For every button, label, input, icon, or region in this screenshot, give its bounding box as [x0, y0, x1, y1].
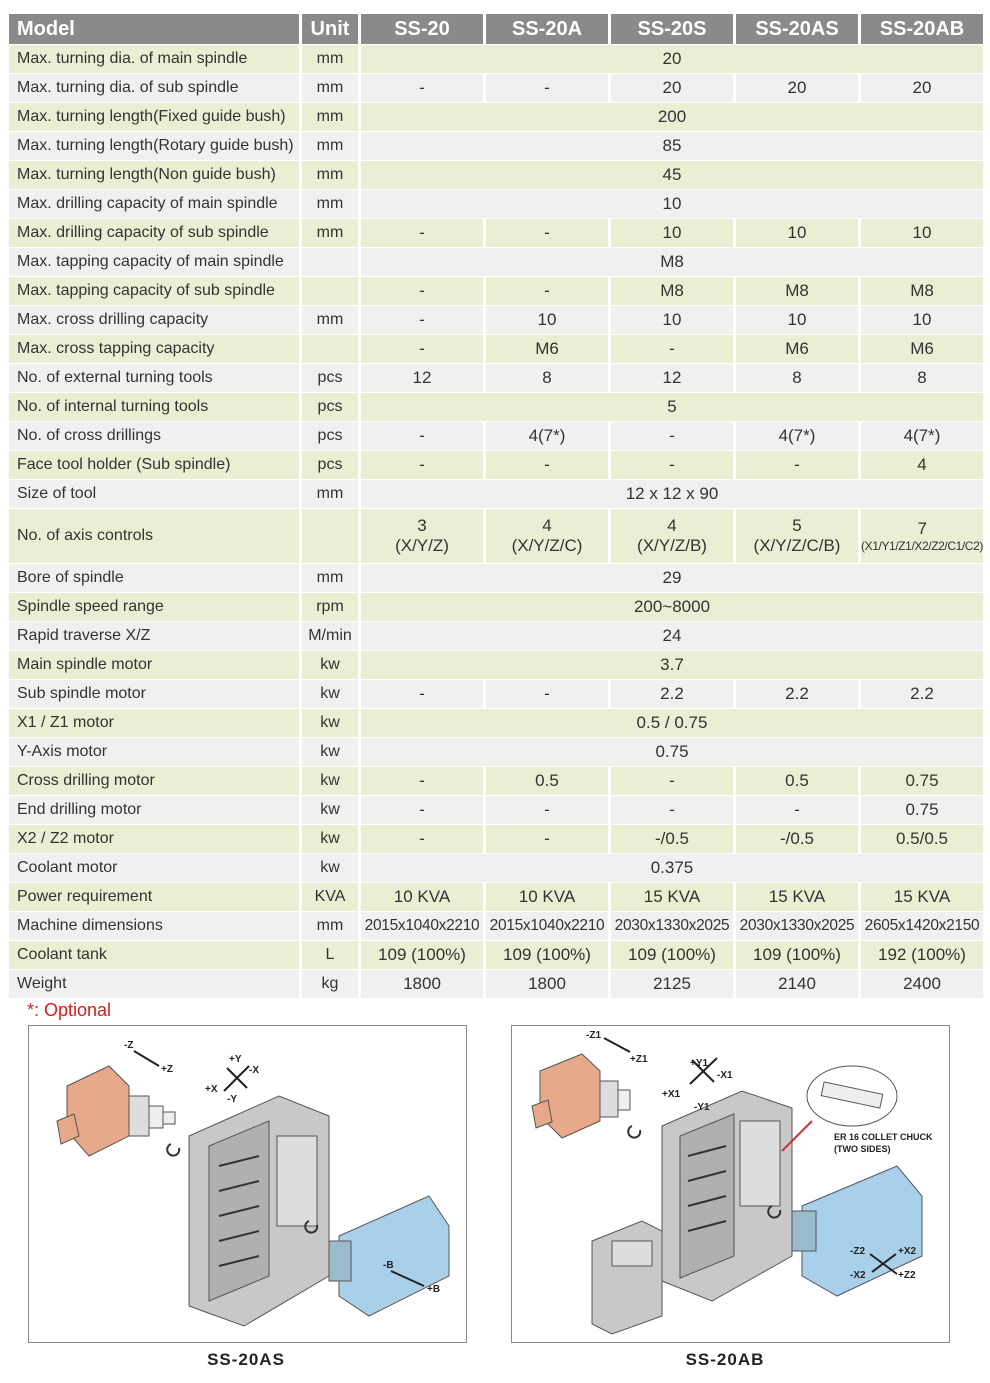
- param-label: Weight: [9, 969, 299, 998]
- optional-star: *: [27, 1000, 35, 1020]
- value-main: 3: [417, 516, 427, 535]
- value-cell: -: [486, 679, 608, 708]
- value-cell: 4(7*): [736, 421, 858, 450]
- value-cell: 2125: [611, 969, 733, 998]
- table-row: [9, 334, 983, 363]
- table-row: [9, 679, 983, 708]
- unit-cell: pcs: [302, 421, 358, 450]
- value-cell-shared: 0.5 / 0.75: [361, 708, 983, 737]
- table-row: [9, 392, 983, 421]
- value-cell: M6: [736, 334, 858, 363]
- unit-cell: kw: [302, 824, 358, 853]
- table-row: [9, 276, 983, 305]
- table-row: [9, 969, 983, 998]
- unit-cell: kg: [302, 969, 358, 998]
- value-cell: -: [361, 421, 483, 450]
- value-cell: -: [611, 450, 733, 479]
- unit-cell: mm: [302, 563, 358, 592]
- table-row: [9, 102, 983, 131]
- param-label: Bore of spindle: [9, 563, 299, 592]
- value-cell: 10: [486, 305, 608, 334]
- value-cell-shared: 0.75: [361, 737, 983, 766]
- value-cell: -: [736, 450, 858, 479]
- unit-cell: rpm: [302, 592, 358, 621]
- value-cell: -: [361, 73, 483, 102]
- unit-cell: mm: [302, 218, 358, 247]
- unit-cell: pcs: [302, 392, 358, 421]
- value-cell: 10: [611, 218, 733, 247]
- value-cell: 2.2: [736, 679, 858, 708]
- unit-cell: kw: [302, 650, 358, 679]
- table-row: [9, 911, 983, 940]
- table-row: [9, 44, 983, 73]
- unit-cell: pcs: [302, 363, 358, 392]
- value-cell: 10: [736, 305, 858, 334]
- value-cell-shared: 29: [361, 563, 983, 592]
- value-cell: M6: [486, 334, 608, 363]
- axis-label-y-plus: +Y: [229, 1054, 242, 1065]
- value-cell-shared: 5: [361, 392, 983, 421]
- value-cell: -: [611, 795, 733, 824]
- value-cell: 2400: [861, 969, 983, 998]
- caption-ss-20ab: SS-20AB: [685, 1350, 765, 1369]
- table-row: [9, 563, 983, 592]
- unit-cell: [302, 276, 358, 305]
- unit-cell: [302, 334, 358, 363]
- unit-cell: mm: [302, 131, 358, 160]
- value-cell: M8: [736, 276, 858, 305]
- value-cell: 109 (100%): [361, 940, 483, 969]
- value-cell: 0.75: [861, 766, 983, 795]
- header-ss-20s: SS-20S: [611, 14, 733, 44]
- value-cell: -: [486, 450, 608, 479]
- value-cell: -: [611, 766, 733, 795]
- table-row: [9, 421, 983, 450]
- param-label: Sub spindle motor: [9, 679, 299, 708]
- value-cell: 192 (100%): [861, 940, 983, 969]
- axis-label-z-plus: +Z: [161, 1064, 173, 1075]
- param-label: Cross drilling motor: [9, 766, 299, 795]
- value-cell: 109 (100%): [736, 940, 858, 969]
- value-cell: M8: [611, 276, 733, 305]
- axis-label-b-plus: +B: [427, 1284, 441, 1295]
- value-cell: [861, 508, 983, 563]
- table-row: [9, 940, 983, 969]
- sub-spindle-turret-icon: [329, 1196, 449, 1316]
- value-cell: -: [486, 73, 608, 102]
- value-cell: 2030x1330x2025: [736, 911, 858, 940]
- value-main: 5: [792, 516, 802, 535]
- value-cell: [486, 508, 608, 563]
- unit-cell: mm: [302, 73, 358, 102]
- unit-cell: mm: [302, 160, 358, 189]
- table-row: [9, 189, 983, 218]
- value-cell: 1800: [361, 969, 483, 998]
- unit-cell: kw: [302, 795, 358, 824]
- table-row: [9, 737, 983, 766]
- axis-label-z2-plus: +Z2: [898, 1270, 916, 1281]
- axis-label-z-minus: -Z: [124, 1040, 134, 1051]
- value-cell: -: [361, 766, 483, 795]
- value-cell: 4: [861, 450, 983, 479]
- unit-cell: L: [302, 940, 358, 969]
- spec-body: [9, 44, 983, 998]
- caption-ss-20as: SS-20AS: [207, 1350, 285, 1369]
- param-label: Max. turning length(Non guide bush): [9, 160, 299, 189]
- value-cell-shared: 200: [361, 102, 983, 131]
- value-main: 4: [667, 516, 677, 535]
- main-spindle-icon: [532, 1054, 630, 1138]
- param-label: Machine dimensions: [9, 911, 299, 940]
- header-ss-20a: SS-20A: [486, 14, 608, 44]
- table-row: [9, 766, 983, 795]
- value-cell: 15 KVA: [736, 882, 858, 911]
- unit-cell: kw: [302, 737, 358, 766]
- value-cell: 2605x1420x2150: [861, 911, 983, 940]
- header-ss-20ab: SS-20AB: [861, 14, 983, 44]
- value-cell: -/0.5: [736, 824, 858, 853]
- value-cell: -: [361, 305, 483, 334]
- callout-text-line1: ER 16 COLLET CHUCK: [834, 1132, 933, 1142]
- value-cell: M6: [861, 334, 983, 363]
- value-cell: 15 KVA: [861, 882, 983, 911]
- value-cell: 0.75: [861, 795, 983, 824]
- header-model: Model: [9, 14, 299, 44]
- table-row: [9, 508, 983, 563]
- value-cell: 4(7*): [861, 421, 983, 450]
- collet-icon: [167, 1144, 179, 1156]
- header-row: [9, 14, 983, 44]
- value-cell: 0.5: [486, 766, 608, 795]
- value-sub: (X1/Y1/Z1/X2/Z2/C1/C2): [861, 539, 983, 553]
- unit-cell: mm: [302, 305, 358, 334]
- table-row: [9, 363, 983, 392]
- value-cell: -: [361, 218, 483, 247]
- optional-note: [27, 1000, 111, 1021]
- param-label: Max. turning length(Rotary guide bush): [9, 131, 299, 160]
- param-label: Max. turning length(Fixed guide bush): [9, 102, 299, 131]
- face-tool-holder-icon: [592, 1221, 662, 1334]
- value-cell: 12: [611, 363, 733, 392]
- param-label: No. of external turning tools: [9, 363, 299, 392]
- value-cell-shared: 85: [361, 131, 983, 160]
- axis-label-z2-minus: -Z2: [850, 1246, 865, 1257]
- unit-cell: [302, 247, 358, 276]
- value-cell: 8: [486, 363, 608, 392]
- param-label: Max. cross drilling capacity: [9, 305, 299, 334]
- main-spindle-icon: [57, 1066, 175, 1156]
- value-cell-shared: 12 x 12 x 90: [361, 479, 983, 508]
- axis-label-x2-plus: +X2: [898, 1246, 917, 1257]
- value-sub: (X/Y/Z): [395, 536, 449, 555]
- value-cell: 109 (100%): [611, 940, 733, 969]
- value-cell: -: [361, 795, 483, 824]
- axis-label-z1-plus: +Z1: [630, 1054, 648, 1065]
- value-cell: 10 KVA: [361, 882, 483, 911]
- table-row: [9, 621, 983, 650]
- value-cell: 2.2: [861, 679, 983, 708]
- diagram-ss-20ab: [511, 1025, 950, 1343]
- value-cell: 10: [861, 218, 983, 247]
- value-cell: -: [736, 795, 858, 824]
- value-cell: -: [361, 334, 483, 363]
- value-cell: -: [611, 334, 733, 363]
- callout-text-line2: (TWO SIDES): [834, 1144, 891, 1154]
- value-cell: M8: [861, 276, 983, 305]
- value-cell: 2015x1040x2210: [486, 911, 608, 940]
- value-cell: [736, 508, 858, 563]
- value-cell-shared: 10: [361, 189, 983, 218]
- value-main: 7: [917, 519, 927, 538]
- table-row: [9, 131, 983, 160]
- ss-20as-illustration: [29, 1026, 466, 1342]
- unit-cell: pcs: [302, 450, 358, 479]
- value-cell: [611, 508, 733, 563]
- param-label: Max. turning dia. of sub spindle: [9, 73, 299, 102]
- value-cell: -/0.5: [611, 824, 733, 853]
- value-cell-shared: 20: [361, 44, 983, 73]
- unit-cell: mm: [302, 479, 358, 508]
- param-label: End drilling motor: [9, 795, 299, 824]
- collet-icon: [628, 1126, 640, 1138]
- param-label: Max. cross tapping capacity: [9, 334, 299, 363]
- unit-cell: mm: [302, 44, 358, 73]
- value-cell-shared: 0.375: [361, 853, 983, 882]
- table-row: [9, 824, 983, 853]
- value-cell: 15 KVA: [611, 882, 733, 911]
- axis-label-y-minus: -Y: [227, 1094, 237, 1105]
- unit-cell: kw: [302, 766, 358, 795]
- axis-label-b-minus: -B: [383, 1260, 394, 1271]
- ss-20ab-illustration: [512, 1026, 949, 1342]
- value-cell: [361, 508, 483, 563]
- param-label: Main spindle motor: [9, 650, 299, 679]
- table-row: [9, 882, 983, 911]
- param-label: Max. turning dia. of main spindle: [9, 44, 299, 73]
- axis-label-y1-minus: -Y1: [694, 1102, 710, 1113]
- value-cell: 20: [611, 73, 733, 102]
- param-label: Y-Axis motor: [9, 737, 299, 766]
- unit-cell: kw: [302, 708, 358, 737]
- optional-text: : Optional: [34, 1000, 112, 1020]
- param-label: No. of internal turning tools: [9, 392, 299, 421]
- param-label: Max. drilling capacity of sub spindle: [9, 218, 299, 247]
- value-cell: 10 KVA: [486, 882, 608, 911]
- param-label: Size of tool: [9, 479, 299, 508]
- axis-label-x2-minus: -X2: [850, 1270, 866, 1281]
- value-cell-shared: 200~8000: [361, 592, 983, 621]
- value-cell: 10: [611, 305, 733, 334]
- value-sub: (X/Y/Z/B): [637, 536, 707, 555]
- value-cell: 0.5: [736, 766, 858, 795]
- unit-cell: mm: [302, 102, 358, 131]
- value-cell-shared: 45: [361, 160, 983, 189]
- axis-label-x-plus: +X: [205, 1084, 218, 1095]
- axis-label-x1-plus: +X1: [662, 1089, 681, 1100]
- param-label: Coolant tank: [9, 940, 299, 969]
- unit-cell: mm: [302, 189, 358, 218]
- param-label: Rapid traverse X/Z: [9, 621, 299, 650]
- param-label: Face tool holder (Sub spindle): [9, 450, 299, 479]
- tool-block-icon: [189, 1096, 329, 1326]
- value-cell: 10: [861, 305, 983, 334]
- param-label: Max. drilling capacity of main spindle: [9, 189, 299, 218]
- value-cell: 0.5/0.5: [861, 824, 983, 853]
- table-row: [9, 450, 983, 479]
- value-cell: 4(7*): [486, 421, 608, 450]
- value-cell: 8: [861, 363, 983, 392]
- param-label: Max. tapping capacity of main spindle: [9, 247, 299, 276]
- value-cell: -: [486, 276, 608, 305]
- header-unit: Unit: [302, 14, 358, 44]
- value-sub: (X/Y/Z/C): [511, 536, 583, 555]
- value-cell: 2015x1040x2210: [361, 911, 483, 940]
- value-cell-shared: 3.7: [361, 650, 983, 679]
- value-cell: -: [361, 679, 483, 708]
- value-cell: 8: [736, 363, 858, 392]
- table-row: [9, 218, 983, 247]
- unit-cell: [302, 508, 358, 563]
- value-cell: 2140: [736, 969, 858, 998]
- value-cell: -: [486, 795, 608, 824]
- param-label: X2 / Z2 motor: [9, 824, 299, 853]
- unit-cell: mm: [302, 911, 358, 940]
- value-cell: -: [486, 824, 608, 853]
- value-cell: 2030x1330x2025: [611, 911, 733, 940]
- param-label: X1 / Z1 motor: [9, 708, 299, 737]
- table-row: [9, 708, 983, 737]
- unit-cell: M/min: [302, 621, 358, 650]
- param-label: No. of cross drillings: [9, 421, 299, 450]
- value-cell: -: [361, 824, 483, 853]
- value-cell-shared: M8: [361, 247, 983, 276]
- axis-label-y1-plus: +Y1: [690, 1058, 709, 1069]
- value-cell: 2.2: [611, 679, 733, 708]
- spec-table: [6, 14, 986, 998]
- param-label: Spindle speed range: [9, 592, 299, 621]
- table-row: [9, 73, 983, 102]
- table-row: [9, 305, 983, 334]
- axis-label-x-minus: -X: [249, 1065, 259, 1076]
- header-ss-20as: SS-20AS: [736, 14, 858, 44]
- value-cell: 10: [736, 218, 858, 247]
- value-cell: -: [486, 218, 608, 247]
- axis-label-x1-minus: -X1: [717, 1070, 733, 1081]
- table-row: [9, 479, 983, 508]
- param-label: No. of axis controls: [9, 508, 299, 563]
- table-row: [9, 795, 983, 824]
- value-main: 4: [542, 516, 552, 535]
- param-label: Power requirement: [9, 882, 299, 911]
- tool-block-icon: [662, 1091, 792, 1301]
- value-cell: 20: [861, 73, 983, 102]
- table-row: [9, 853, 983, 882]
- param-label: Coolant motor: [9, 853, 299, 882]
- unit-cell: kw: [302, 853, 358, 882]
- value-cell: 109 (100%): [486, 940, 608, 969]
- value-cell: 20: [736, 73, 858, 102]
- axis-label-z1-minus: -Z1: [586, 1030, 601, 1041]
- header-ss-20: SS-20: [361, 14, 483, 44]
- value-cell: -: [361, 276, 483, 305]
- table-row: [9, 592, 983, 621]
- unit-cell: kw: [302, 679, 358, 708]
- value-sub: (X/Y/Z/C/B): [753, 536, 841, 555]
- value-cell-shared: 24: [361, 621, 983, 650]
- value-cell: -: [611, 421, 733, 450]
- value-cell: -: [361, 450, 483, 479]
- value-cell: 1800: [486, 969, 608, 998]
- unit-cell: KVA: [302, 882, 358, 911]
- value-cell: 12: [361, 363, 483, 392]
- diagram-ss-20as: [28, 1025, 467, 1343]
- table-row: [9, 247, 983, 276]
- param-label: Max. tapping capacity of sub spindle: [9, 276, 299, 305]
- table-row: [9, 650, 983, 679]
- table-row: [9, 160, 983, 189]
